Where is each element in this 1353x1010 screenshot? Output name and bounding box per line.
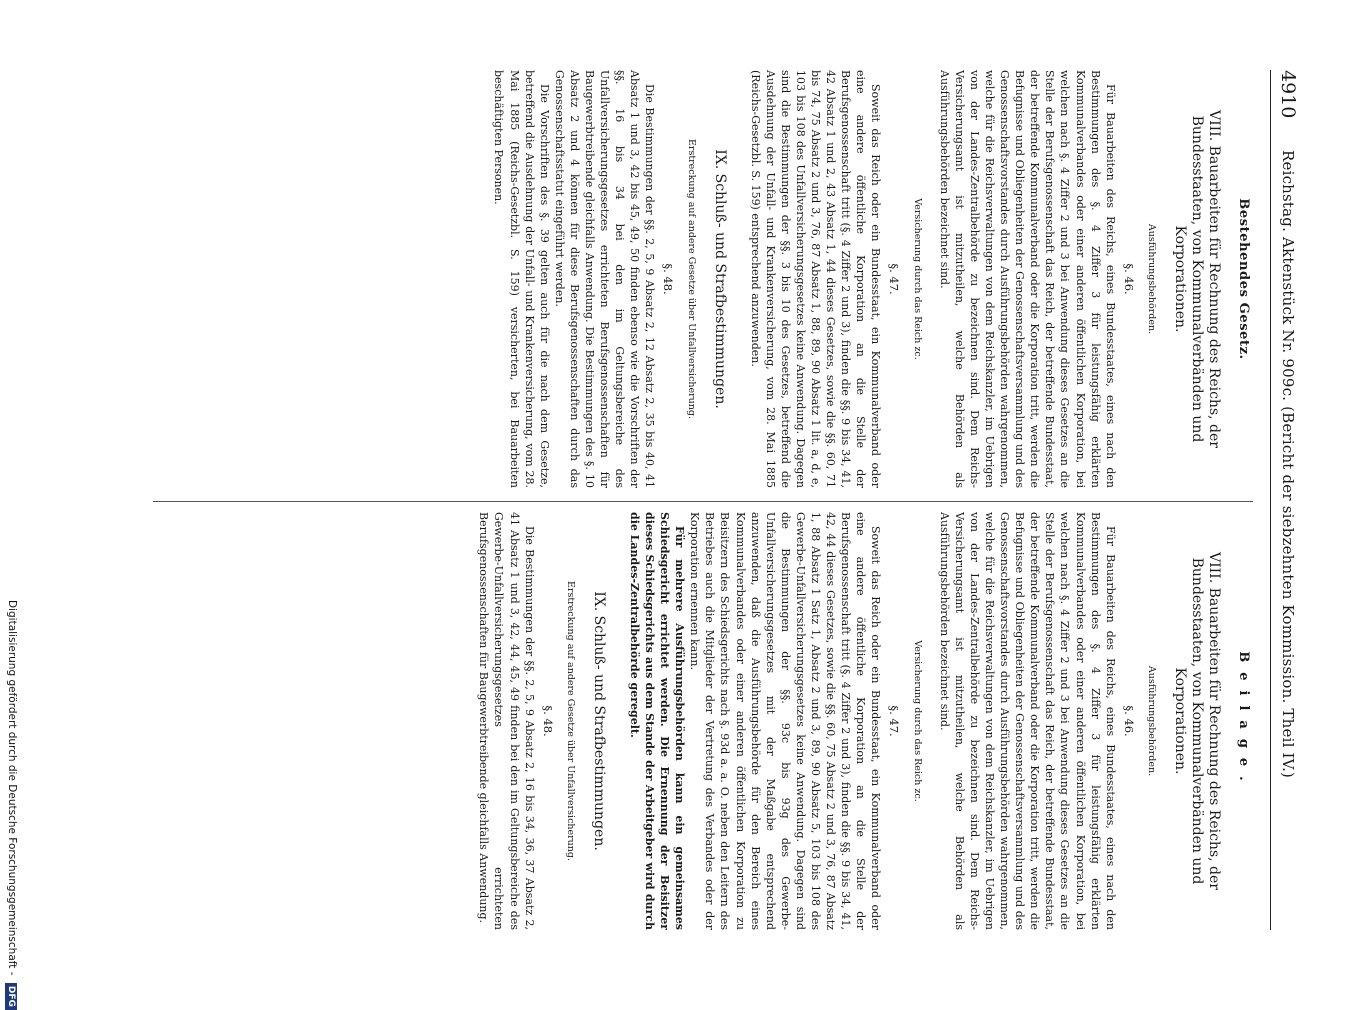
left-section-heading-ix: IX. Schluß- und Strafbestimmungen. (711, 149, 728, 409)
right-paragraph-46-label: §. 46. (1121, 705, 1136, 737)
header-subtitle: (Bericht der siebzehnten Kommission. Theil IV.) (1279, 406, 1297, 779)
header-title (1279, 150, 1297, 778)
left-paragraph-48-text-a: Die Bestimmungen der §§. 2, 5, 9 Absatz 2, 12 Absatz 2, 35 bis 40, 41 Absatz 1 und 3, 42 bis 45, 49, 50 finden ebenso wie die Vorschriften der §§. 16 bis 34 bei den im Geltungsbereiche des Unfallversicherungsgesetzes errichteten Berufsgenossenschaften für Baugewerbtreibende gleichfalls Anwendung. Die Bestimmungen des §. 10 Absatz 2 und 4 können für diese Berufsgenossenschaften durch das Genossenschaftsstatut eingeführt werden. (552, 70, 657, 488)
dfg-logo: DFG (5, 983, 17, 1010)
right-subheading-ausfuehrungsbehoerden: Ausführungsbehörden. (1145, 665, 1157, 777)
left-paragraph-47-label: §. 47. (887, 263, 902, 295)
digitization-text: Digitalisierung gefördert durch die Deutsche Forschungsgemeinschaft - (6, 600, 18, 976)
digitization-note (0, 0, 20, 1007)
column-divider (153, 501, 1253, 502)
left-subheading-erstreckung: Erstreckung auf andere Gesetze über Unfallversicherung. (685, 138, 697, 420)
left-paragraph-46-text: Für Bauarbeiten des Reichs, eines Bundesstaates, eines nach den Bestimmungen des §. 4 Ziffer 3 für leistungsfähig erklärten Kommunalverbandes oder einer anderen öffentlichen Korporation, bei welchen nach §. 4 Ziffer 2 und 3 bei Anwendung dieses Gesetzes an die Stelle der Berufsgenossenschaft das Reich, der betreffende Bundesstaat, der betreffende Kommunalverband oder die Korporation tritt, werden die Befugnisse und Obliegenheiten der Genossenschaftsversammlung und des Genossenschaftsvorstandes durch Ausführungsbehörden wahrgenommen, welche für die Reichsverwaltungen von dem Reichskanzler, im Uebrigen von der Landes-Zentralbehörde zu bezeichnen sind. Dem Reichs-Versicherungsamt ist mitzutheilen, welche Behörden als Ausführungsbehörden bezeichnet sind. (937, 70, 1117, 488)
left-paragraph-47-text: Soweit das Reich oder ein Bundesstaat, ein Kommunalverband oder eine andere öffentliche Korporation an die Stelle der Berufsgenossenschaft tritt (§. 4 Ziffer 2 und 3), finden die §§. 9 bis 34, 41, 42 Absatz 1 und 2, 43 Absatz 1, 44 dieses Gesetzes, sowie die §§. 60, 71 bis 74, 75 Absatz 2 und 3, 76, 87 Absatz 1, 88, 89, 90 Absatz 1 lit. a, d, e, 103 bis 108 des Unfallversicherungsgesetzes keine Anwendung. Dagegen sind die Bestimmungen der §§. 3 bis 10 des Gesetzes, betreffend die Ausdehnung der Unfall- und Krankenversicherung, vom 28. Mai 1885 (Reichs-Gesetzbl. S. 159) entsprechend anzuwenden. (748, 70, 883, 488)
right-paragraph-47-text-b: Für mehrere Ausführungsbehörden kann ein gemeinsames Schiedsgericht errichtet werden. Die Ernennung der Beisitzer dieses Schiedsgerichts aus dem Stande der Arbeitgeber wird durch die Landes-Zentralbehörde geregelt. (627, 512, 687, 930)
right-section-heading-ix: IX. Schluß- und Strafbestimmungen. (590, 591, 607, 851)
left-column-title: Bestehendes Gesetz. (1236, 198, 1251, 360)
right-subheading-erstreckung: Erstreckung auf andere Gesetze über Unfallversicherung. (564, 580, 576, 862)
left-paragraph-48-text-b: Die Vorschriften des §. 39 gelten auch für die nach dem Gesetze, betreffend die Ausdehnung der Unfall- und Krankenversicherung, vom 28. Mai 1885 (Reichs-Gesetzbl. S. 159) versicherten, bei Bauarbeiten beschäftigten Personen. (492, 70, 551, 488)
left-paragraph-46-label: §. 46. (1121, 263, 1136, 295)
right-column-title: Beilage. (1236, 651, 1251, 791)
right-paragraph-47-label: §. 47. (887, 705, 902, 737)
right-column (63, 512, 1253, 930)
right-paragraph-48-label: §. 48. (540, 705, 555, 737)
right-section-heading-viii: VIII. Bauarbeiten für Rechnung des Reichs, der Bundesstaaten, von Kommunalverbänden und Korporationen. (1171, 552, 1222, 890)
left-subheading-ausfuehrungsbehoerden: Ausführungsbehörden. (1145, 223, 1157, 335)
page-number: 4910 (1277, 70, 1299, 119)
left-subheading-versicherung: Versicherung durch das Reich zc. (911, 198, 923, 360)
right-paragraph-47-text: Soweit das Reich oder ein Bundesstaat, ein Kommunalverband oder eine andere öffentliche Korporation an die Stelle der Berufsgenossenschaft tritt (§. 4 Ziffer 2 und 3), finden die §§. 9 bis 34, 41, 42, 44 dieses Gesetzes, sowie die §§. 60, 75 Absatz 2 und 3, 76, 87 Absatz 1, 88 Absatz 1 Satz 1, Absatz 2 und 3, 89, 90 Absatz 5, 103 bis 108 des Gewerbe-Unfallversicherungsgesetzes keine Anwendung. Dagegen sind die Bestimmungen der §§. 93c bis 93g des Gewerbe-Unfallversicherungsgesetzes mit der Maßgabe entsprechend anzuwenden, daß die Ausführungsbehörde für den Bereich eines Kommunalverbandes oder einer anderen öffentlichen Korporation zu Beisitzern des Schiedsgerichts nach §. 93d a. a. O. neben den Leitern des Betriebes auch die Mitglieder der Vertretung des Verbandes oder der Korporation ernennen kann. (688, 512, 883, 930)
right-paragraph-46-text: Für Bauarbeiten des Reichs, eines Bundesstaates, eines nach den Bestimmungen des §. 4 Ziffer 3 für leistungsfähig erklärten Kommunalverbandes oder einer anderen öffentlichen Korporation, bei welchen nach §. 4 Ziffer 2 und 3 bei Anwendung dieses Gesetzes an die Stelle der Berufsgenossenschaft das Reich, der betreffende Bundesstaat, der betreffende Kommunalverband oder die Korporation tritt, werden die Befugnisse und Obliegenheiten der Genossenschaftsversammlung und des Genossenschaftsvorstandes durch Ausführungsbehörden wahrgenommen, welche für die Reichsverwaltungen von dem Reichskanzler, im Uebrigen von der Landes-Zentralbehörde zu bezeichnen sind. Dem Reichs-Versicherungsamt ist mitzutheilen, welche Behörden als Ausführungsbehörden bezeichnet sind. (937, 512, 1117, 930)
left-paragraph-48-label: §. 48. (661, 263, 676, 295)
right-subheading-versicherung: Versicherung durch das Reich zc. (911, 640, 923, 802)
left-section-heading-viii: VIII. Bauarbeiten für Rechnung des Reichs, der Bundesstaaten, von Kommunalverbänden und Korporationen. (1171, 110, 1222, 448)
header-title-text: Reichstag. Aktenstück Nr. 909c. (1279, 150, 1297, 402)
page-header (1270, 70, 1301, 930)
left-column (63, 70, 1253, 488)
right-paragraph-48-text: Die Bestimmungen der §§. 2, 5, 9 Absatz 2, 16 bis 34, 36, 37 Absatz 2, 41 Absatz 1 und 3, 42, 44, 45, 49 finden bei den im Geltungsbereiche des Gewerbe-Unfallversicherungsgesetzes errichteten Berufsgenossenschaften für Baugewerbtreibende gleichfalls Anwendung. (477, 512, 536, 930)
